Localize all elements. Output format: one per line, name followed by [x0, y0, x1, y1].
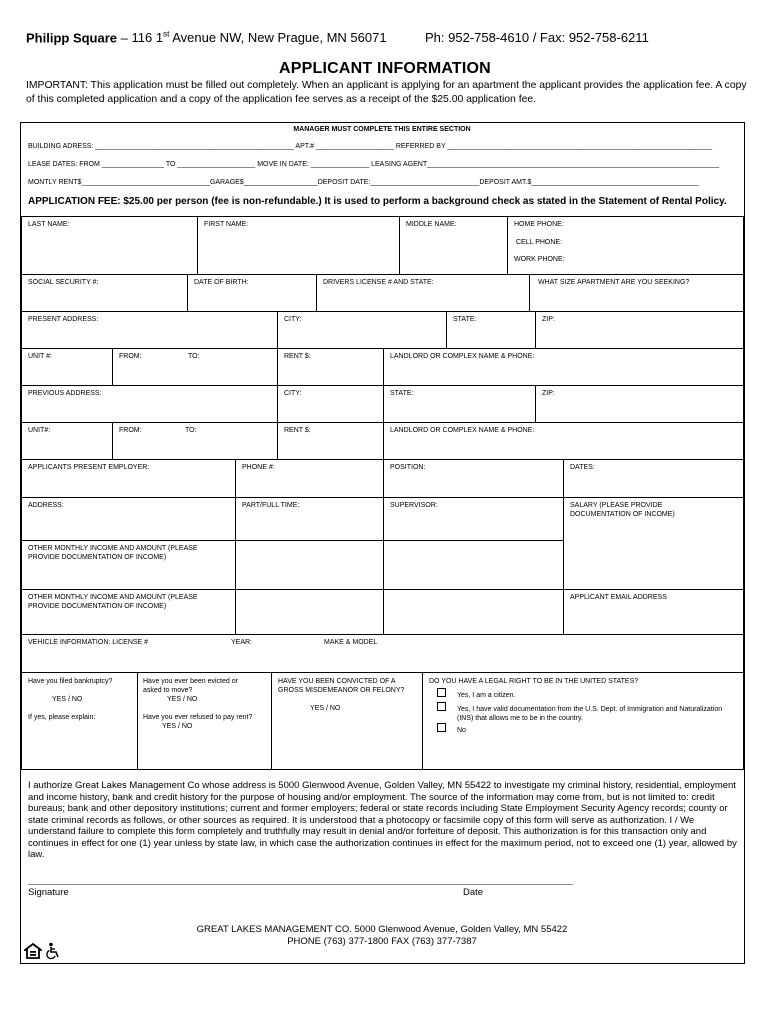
date-label: Date [463, 887, 484, 898]
convicted-label: HAVE YOU BEEN CONVICTED OF A GROSS MISDEMEANOR OR FELONY? [278, 678, 405, 694]
previous-city-field[interactable] [277, 385, 384, 423]
vehicle-license-label: VEHICLE INFORMATION: LICENSE # [28, 639, 149, 646]
signature-label: Signature [28, 887, 69, 898]
position-label: POSITION: [390, 464, 426, 471]
address-part: 116 1 [131, 30, 164, 46]
other-income-label: OTHER MONTHLY INCOME AND AMOUNT (PLEASE PROVIDE DOCUMENTATION OF INCOME) [28, 594, 198, 610]
salary-label: SALARY (PLEASE PROVIDE DOCUMENTATION OF INCOME) [570, 502, 675, 518]
other-income-detail-2[interactable] [383, 589, 564, 635]
present-unit-field[interactable] [21, 348, 113, 386]
documentation-checkbox[interactable] [437, 702, 446, 711]
city-label: CITY: [284, 316, 302, 323]
address-label: ADDRESS: [28, 502, 64, 509]
vehicle-year-label: YEAR: [231, 639, 253, 646]
explain-label: If yes, please explain: [28, 714, 96, 721]
middle-name-field[interactable] [399, 216, 508, 275]
middle-name-label: MIDDLE NAME: [406, 221, 457, 228]
previous-rent-field[interactable] [277, 422, 384, 460]
manager-line-lease[interactable]: LEASE DATES: FROM ________________ TO ____________________ MOVE IN DATE: _______________ LEASING AGENT___________________________________________________________________________ [28, 161, 720, 168]
supervisor-label: SUPERVISOR: [390, 502, 438, 509]
email-field[interactable] [563, 589, 744, 635]
accessibility-icon [45, 942, 61, 960]
unit-label: UNIT#: [28, 427, 51, 434]
present-address-label: PRESENT ADDRESS: [28, 316, 99, 323]
evicted-label: Have you ever been evicted or asked to move? [143, 678, 238, 694]
previous-landlord-field[interactable] [383, 422, 744, 460]
dob-label: DATE OF BIRTH: [194, 279, 249, 286]
apartment-size-label: WHAT SIZE APARTMENT ARE YOU SEEKING? [538, 279, 690, 286]
citizen-option-label: Yes, I am a citizen. [457, 692, 516, 699]
state-label: STATE: [390, 390, 414, 397]
footer-phone-fax: PHONE (763) 377-1800 FAX (763) 377-7387 [287, 936, 477, 947]
last-name-field[interactable] [21, 216, 198, 275]
state-label: STATE: [453, 316, 477, 323]
from-label: FROM: [119, 353, 142, 360]
previous-from-to-field[interactable] [112, 422, 278, 460]
signature-line[interactable] [28, 884, 573, 885]
bankruptcy-yes-no[interactable]: YES / NO [52, 696, 83, 703]
phone-number-label: PHONE #: [242, 464, 275, 471]
authorization-text: I authorize Great Lakes Management Co whose address is 5000 Glenwood Avenue, Golden Valley, MN 55422 to investigate my criminal history, residential, employment and income history, bank and credit history for the purpose of housing and/or employment. The source of the information may come from, but is not limited to: credit bureaus; bank and other depository institutions; current and former employers; federal or state records including State Employment Security Agency records; county or state criminal records as follows, or other sources as required. It is understood that a photocopy or facsimile copy of this form will serve as authorization. I / We understand failure to complete this form completely and truthfully may result in denial and/or forfeiture of deposit. This authorization is for this transaction only and continues in effect for one (1) year unless by state law, in which case the authorization continues in effect for the maximum period, not to exceed one (1) year, allowed by law. [28, 780, 737, 860]
landlord-label: LANDLORD OR COMPLEX NAME & PHONE: [390, 427, 535, 434]
ssn-label: SOCIAL SECURITY #: [28, 279, 99, 286]
address-sup: st [163, 30, 170, 39]
ssn-field[interactable] [21, 274, 188, 312]
manager-section-heading: MANAGER MUST COMPLETE THIS ENTIRE SECTION [293, 126, 471, 133]
vehicle-make-model-label: MAKE & MODEL [324, 639, 378, 646]
refused-label: Have you ever refused to pay rent? [143, 714, 253, 721]
present-landlord-field[interactable] [383, 348, 744, 386]
work-phone-label: WORK PHONE: [514, 256, 565, 263]
home-phone-label: HOME PHONE: [514, 221, 564, 228]
property-address [132, 30, 387, 45]
previous-state-field[interactable] [383, 385, 536, 423]
present-address-field[interactable] [21, 311, 278, 349]
part-full-time-field[interactable] [235, 497, 384, 541]
previous-address-label: PREVIOUS ADDRESS: [28, 390, 102, 397]
equal-housing-icon [24, 943, 42, 959]
manager-line-rent[interactable]: MONTLY RENT$_________________________________GARAGE$___________________DEPOSIT DATE:____________________________DEPOSIT AMT.$___________________________________________ [28, 179, 699, 186]
vehicle-field[interactable] [21, 634, 744, 673]
employer-field[interactable] [21, 459, 236, 498]
to-label: TO: [185, 427, 197, 434]
other-income-field-1[interactable] [21, 540, 236, 590]
rent-label: RENT $: [284, 353, 311, 360]
property-phone-fax: Ph: 952-758-4610 / Fax: 952-758-6211 [425, 30, 649, 45]
employer-phone-field[interactable] [235, 459, 384, 498]
property-name: Philipp Square [26, 30, 118, 46]
present-state-field[interactable] [446, 311, 536, 349]
present-from-to-field[interactable] [112, 348, 278, 386]
legal-right-question[interactable] [422, 672, 744, 770]
first-name-field[interactable] [197, 216, 400, 275]
employer-label: APPLICANTS PRESENT EMPLOYER: [28, 464, 150, 471]
last-name-label: LAST NAME: [28, 221, 70, 228]
dates-field[interactable] [563, 459, 744, 498]
cell-phone-label: CELL PHONE: [516, 239, 563, 246]
citizen-checkbox[interactable] [437, 688, 446, 697]
bankruptcy-question[interactable] [21, 672, 138, 770]
apartment-size-field[interactable] [529, 274, 744, 312]
application-fee-notice: APPLICATION FEE: $25.00 per person (fee is non-refundable.) It is used to perform a background check as stated in the Statement of Rental Policy. [28, 196, 727, 207]
convicted-yes-no[interactable]: YES / NO [310, 705, 341, 712]
refused-yes-no[interactable]: YES / NO [162, 723, 193, 730]
property-header [26, 30, 387, 45]
landlord-label: LANDLORD OR COMPLEX NAME & PHONE: [390, 353, 535, 360]
zip-label: ZIP: [542, 316, 555, 323]
address-part: Avenue NW, New Prague, MN 56071 [169, 30, 387, 46]
previous-zip-field[interactable] [535, 385, 744, 423]
footer-address: GREAT LAKES MANAGEMENT CO. 5000 Glenwood Avenue, Golden Valley, MN 55422 [196, 924, 568, 935]
rent-label: RENT $: [284, 427, 311, 434]
salary-field[interactable] [563, 497, 744, 590]
other-income-detail-1[interactable] [383, 540, 564, 590]
important-notice: IMPORTANT: This application must be filled out completely. When an applicant is applying for an apartment the applicant provides the application fee. A copy of this completed application and a copy of the application fee serves as a receipt of the $25.00 application fee. [26, 80, 747, 105]
application-form [20, 122, 745, 964]
position-field[interactable] [383, 459, 564, 498]
present-zip-field[interactable] [535, 311, 744, 349]
dob-field[interactable] [187, 274, 317, 312]
evicted-question[interactable] [137, 672, 272, 770]
employer-address-field[interactable] [21, 497, 236, 541]
page-title: APPLICANT INFORMATION [279, 60, 491, 77]
from-label: FROM: [119, 427, 142, 434]
email-label: APPLICANT EMAIL ADDRESS [570, 594, 667, 601]
previous-unit-field[interactable] [21, 422, 113, 460]
to-label: TO: [188, 353, 200, 360]
drivers-license-label: DRIVERS LICENSE # AND STATE: [323, 279, 434, 286]
supervisor-field[interactable] [383, 497, 564, 541]
bankruptcy-label: Have you filed bankruptcy? [28, 678, 113, 685]
other-income-label: OTHER MONTHLY INCOME AND AMOUNT (PLEASE PROVIDE DOCUMENTATION OF INCOME) [28, 545, 198, 561]
phone-fields[interactable] [507, 216, 744, 275]
first-name-label: FIRST NAME: [204, 221, 249, 228]
present-rent-field[interactable] [277, 348, 384, 386]
drivers-license-field[interactable] [316, 274, 530, 312]
no-checkbox[interactable] [437, 723, 446, 732]
unit-label: UNIT #: [28, 353, 52, 360]
other-income-field-2[interactable] [21, 589, 236, 635]
part-full-time-label: PART/FULL TIME: [242, 502, 300, 509]
evicted-yes-no[interactable]: YES / NO [167, 696, 198, 703]
dates-label: DATES: [570, 464, 595, 471]
other-income-amount-1[interactable] [235, 540, 384, 590]
no-option-label: No [457, 727, 466, 734]
other-income-amount-2[interactable] [235, 589, 384, 635]
previous-address-field[interactable] [21, 385, 278, 423]
manager-line-building[interactable]: BUILDING ADRESS: ___________________________________________________ APT.# ____________________ REFERRED BY ____________________________________________________________________ [28, 143, 713, 150]
present-city-field[interactable] [277, 311, 447, 349]
city-label: CITY: [284, 390, 302, 397]
dash: – [120, 30, 128, 46]
legal-right-label: DO YOU HAVE A LEGAL RIGHT TO BE IN THE UNITED STATES? [429, 678, 639, 685]
documentation-option-label: Yes, I have valid documentation from the U.S. Dept. of Immigration and Naturalization (INS) that allows me to be in the country. [457, 706, 723, 722]
zip-label: ZIP: [542, 390, 555, 397]
convicted-question[interactable] [271, 672, 423, 770]
